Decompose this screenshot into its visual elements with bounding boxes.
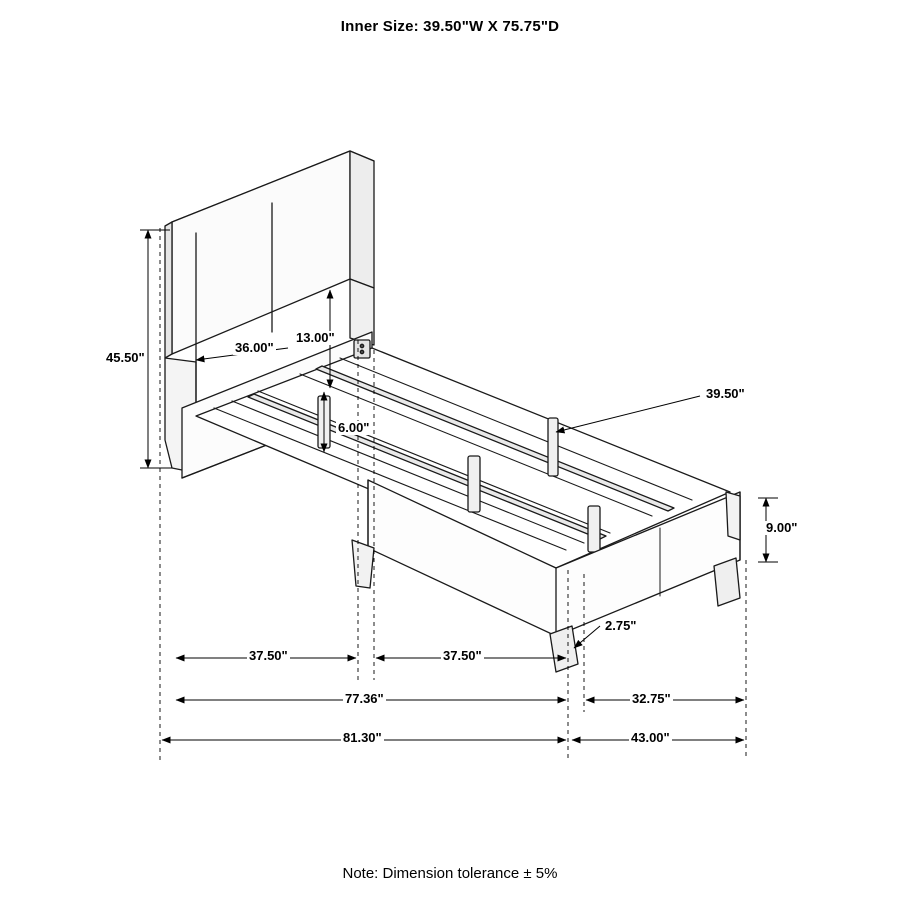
dimension-label-right-depth: 32.75" (632, 691, 671, 706)
dimension-label-headboard-panel-to-rail: 13.00" (296, 330, 335, 345)
dimension-label-leg-height: 2.75" (605, 618, 637, 633)
tolerance-note: Note: Dimension tolerance ± 5% (342, 865, 558, 882)
dimension-label-headboard-total-height: 45.50" (106, 350, 145, 365)
dimension-label-side-rail-height: 9.00" (766, 520, 798, 535)
bed-geometry (165, 151, 740, 672)
page-title: Inner Size: 39.50"W X 75.75"D (340, 18, 560, 35)
dimension-label-right-segment: 37.50" (443, 648, 482, 663)
dimension-label-headboard-panel-width: 36.00" (235, 340, 274, 355)
dimension-label-inner-width-callout: 39.50" (706, 386, 745, 401)
dimension-label-overall-depth: 77.36" (345, 691, 384, 706)
dimension-label-overall-length: 81.30" (343, 730, 382, 745)
dimension-label-deck-clearance: 6.00" (338, 420, 370, 435)
dimension-label-overall-width: 43.00" (631, 730, 670, 745)
dimension-label-left-segment: 37.50" (249, 648, 288, 663)
